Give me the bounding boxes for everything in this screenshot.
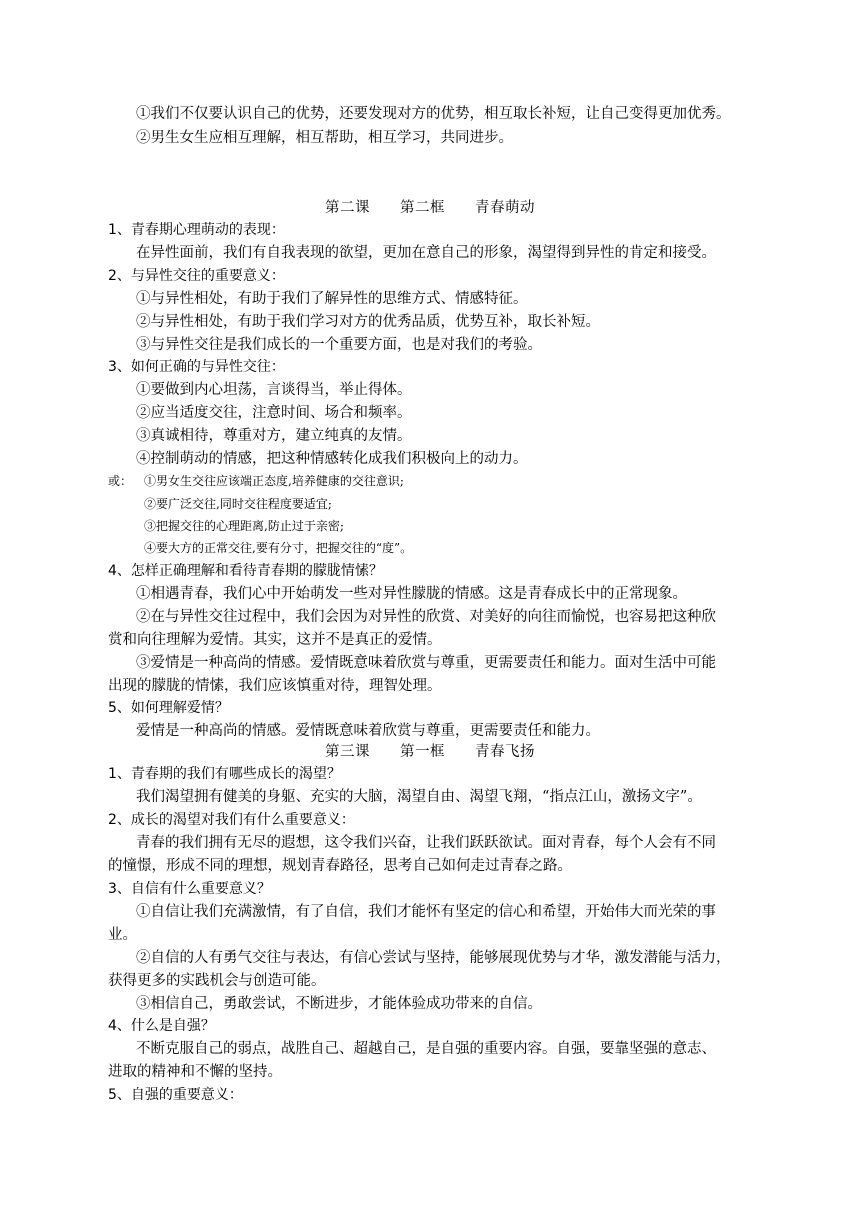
list-item: ③真诚相待，尊重对方，建立纯真的友情。	[136, 428, 412, 444]
question-heading: 5、如何理解爱情？	[108, 700, 229, 716]
list-item-continuation: 业。	[108, 927, 137, 943]
question-heading: 4、怎样正确理解和看待青春期的朦胧情愫？	[108, 563, 383, 579]
list-item: ②应当适度交往，注意时间、场合和频率。	[136, 405, 412, 421]
list-item: ④要大方的正常交往,要有分寸，把握交往的“度”。	[144, 541, 413, 555]
list-item: ②自信的人有勇气交往与表达，有信心尝试与坚持，能够展现优势与才华，激发潜能与活力，	[136, 950, 731, 966]
question-heading: 1、青春期的我们有哪些成长的渴望？	[108, 766, 341, 782]
paragraph-continuation: 的憧憬，形成不同的理想，规划青春路径，思考自己如何走过青春之路。	[108, 858, 572, 874]
question-heading: 4、什么是自强？	[108, 1018, 215, 1034]
question-heading: 1、青春期心理萌动的表现：	[108, 222, 285, 238]
list-item: ③相信自己，勇敢尝试，不断进步，才能体验成功带来的自信。	[136, 996, 542, 1012]
list-item: ①相遇青春，我们心中开始萌发一些对异性朦胧的情感。这是青春成长中的正常现象。	[136, 586, 687, 602]
list-item: ③与异性交往是我们成长的一个重要方面，也是对我们的考验。	[136, 337, 542, 353]
section-title: 第三课 第一框 青春飞扬	[325, 744, 535, 760]
list-item: ②要广泛交往,同时交往程度要适宜;	[144, 497, 332, 511]
list-item: ①男女生交往应该端正态度,培养健康的交往意识;	[144, 474, 404, 488]
list-item: ③把握交往的心理距离,防止过于亲密;	[144, 519, 344, 533]
question-heading: 3、自信有什么重要意义？	[108, 881, 271, 897]
paragraph-continuation: 进取的精神和不懈的坚持。	[108, 1064, 282, 1080]
paragraph: ①我们不仅要认识自己的优势，还要发现对方的优势，相互取长补短，让自己变得更加优秀。	[136, 106, 731, 122]
list-item: ①与异性相处，有助于我们了解异性的思维方式、情感特征。	[136, 291, 528, 307]
paragraph: 不断克服自己的弱点，战胜自己、超越自己，是自强的重要内容。自强，要靠坚强的意志、	[136, 1041, 716, 1057]
paragraph: 我们渴望拥有健美的身躯、充实的大脑，渴望自由、渴望飞翔，“指点江山，激扬文字”。	[136, 789, 702, 805]
list-item-continuation: 获得更多的实践机会与创造可能。	[108, 973, 326, 989]
list-item-continuation: 出现的朦胧的情愫，我们应该慎重对待，理智处理。	[108, 678, 442, 694]
list-item-continuation: 赏和向往理解为爱情。其实，这并不是真正的爱情。	[108, 632, 442, 648]
list-item: ④控制萌动的情感，把这种情感转化成我们积极向上的动力。	[136, 451, 528, 467]
or-label: 或：	[108, 474, 133, 488]
section-title: 第二课 第二框 青春萌动	[325, 200, 535, 216]
paragraph: 在异性面前，我们有自我表现的欲望，更加在意自己的形象，渴望得到异性的肯定和接受。	[136, 245, 716, 261]
paragraph: ②男生女生应相互理解，相互帮助，相互学习，共同进步。	[136, 130, 513, 146]
question-heading: 3、如何正确的与异性交往：	[108, 359, 285, 375]
list-item: ③爱情是一种高尚的情感。爱情既意味着欣赏与尊重，更需要责任和能力。面对生活中可能	[136, 655, 716, 671]
paragraph: 青春的我们拥有无尽的遐想，这令我们兴奋，让我们跃跃欲试。面对青春，每个人会有不同	[136, 835, 716, 851]
list-item: ①自信让我们充满激情，有了自信，我们才能怀有坚定的信心和希望，开始伟大而光荣的事	[136, 904, 716, 920]
question-heading: 2、成长的渴望对我们有什么重要意义：	[108, 812, 355, 828]
list-item: ①要做到内心坦荡，言谈得当，举止得体。	[136, 382, 412, 398]
list-item: ②与异性相处，有助于我们学习对方的优秀品质，优势互补，取长补短。	[136, 314, 600, 330]
question-heading: 5、自强的重要意义：	[108, 1087, 243, 1103]
question-heading: 2、与异性交往的重要意义：	[108, 268, 285, 284]
paragraph: 爱情是一种高尚的情感。爱情既意味着欣赏与尊重，更需要责任和能力。	[136, 723, 600, 739]
list-item: ②在与异性交往过程中，我们会因为对异性的欣赏、对美好的向往而愉悦，也容易把这种欣	[136, 609, 716, 625]
